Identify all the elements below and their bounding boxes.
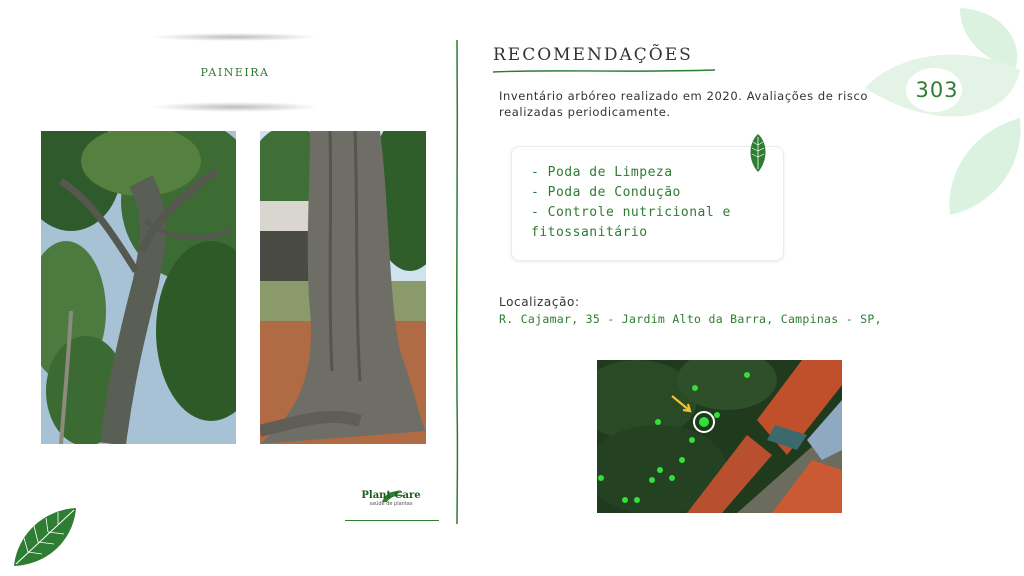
brand-tagline: saúde de plantas xyxy=(369,501,413,507)
recommendation-item: - Controle nutricional e xyxy=(531,205,731,220)
location-address: R. Cajamar, 35 - Jardim Alto da Barra, Campinas - SP, xyxy=(499,312,882,326)
tree-canopy-photo xyxy=(41,131,236,444)
inventory-intro: Inventário arbóreo realizado em 2020. Avaliações de risco realizadas periodicamente. xyxy=(499,89,869,119)
aerial-location-map xyxy=(597,360,842,513)
brand-name: Plant Care xyxy=(361,490,421,501)
decorative-leaves-top-right xyxy=(860,0,1024,230)
location-label: Localização: xyxy=(499,295,580,309)
recommendation-item: fitossanitário xyxy=(531,225,648,240)
recommendation-item: - Poda de Limpeza xyxy=(531,165,673,180)
recommendation-item: - Poda de Condução xyxy=(531,185,681,200)
tree-name: PAINEIRA xyxy=(200,66,270,79)
title-underline xyxy=(493,68,715,74)
brand-underline xyxy=(345,520,439,521)
decorative-leaf-bottom-left xyxy=(12,506,78,568)
header-shadow-top xyxy=(150,33,320,41)
vertical-divider xyxy=(455,40,459,524)
header-shadow-bottom xyxy=(150,102,320,112)
recommendations-list xyxy=(531,163,771,243)
recommendations-title: RECOMENDAÇÕES xyxy=(493,45,693,65)
tree-trunk-photo xyxy=(260,131,426,444)
tree-number: 303 xyxy=(915,78,959,102)
